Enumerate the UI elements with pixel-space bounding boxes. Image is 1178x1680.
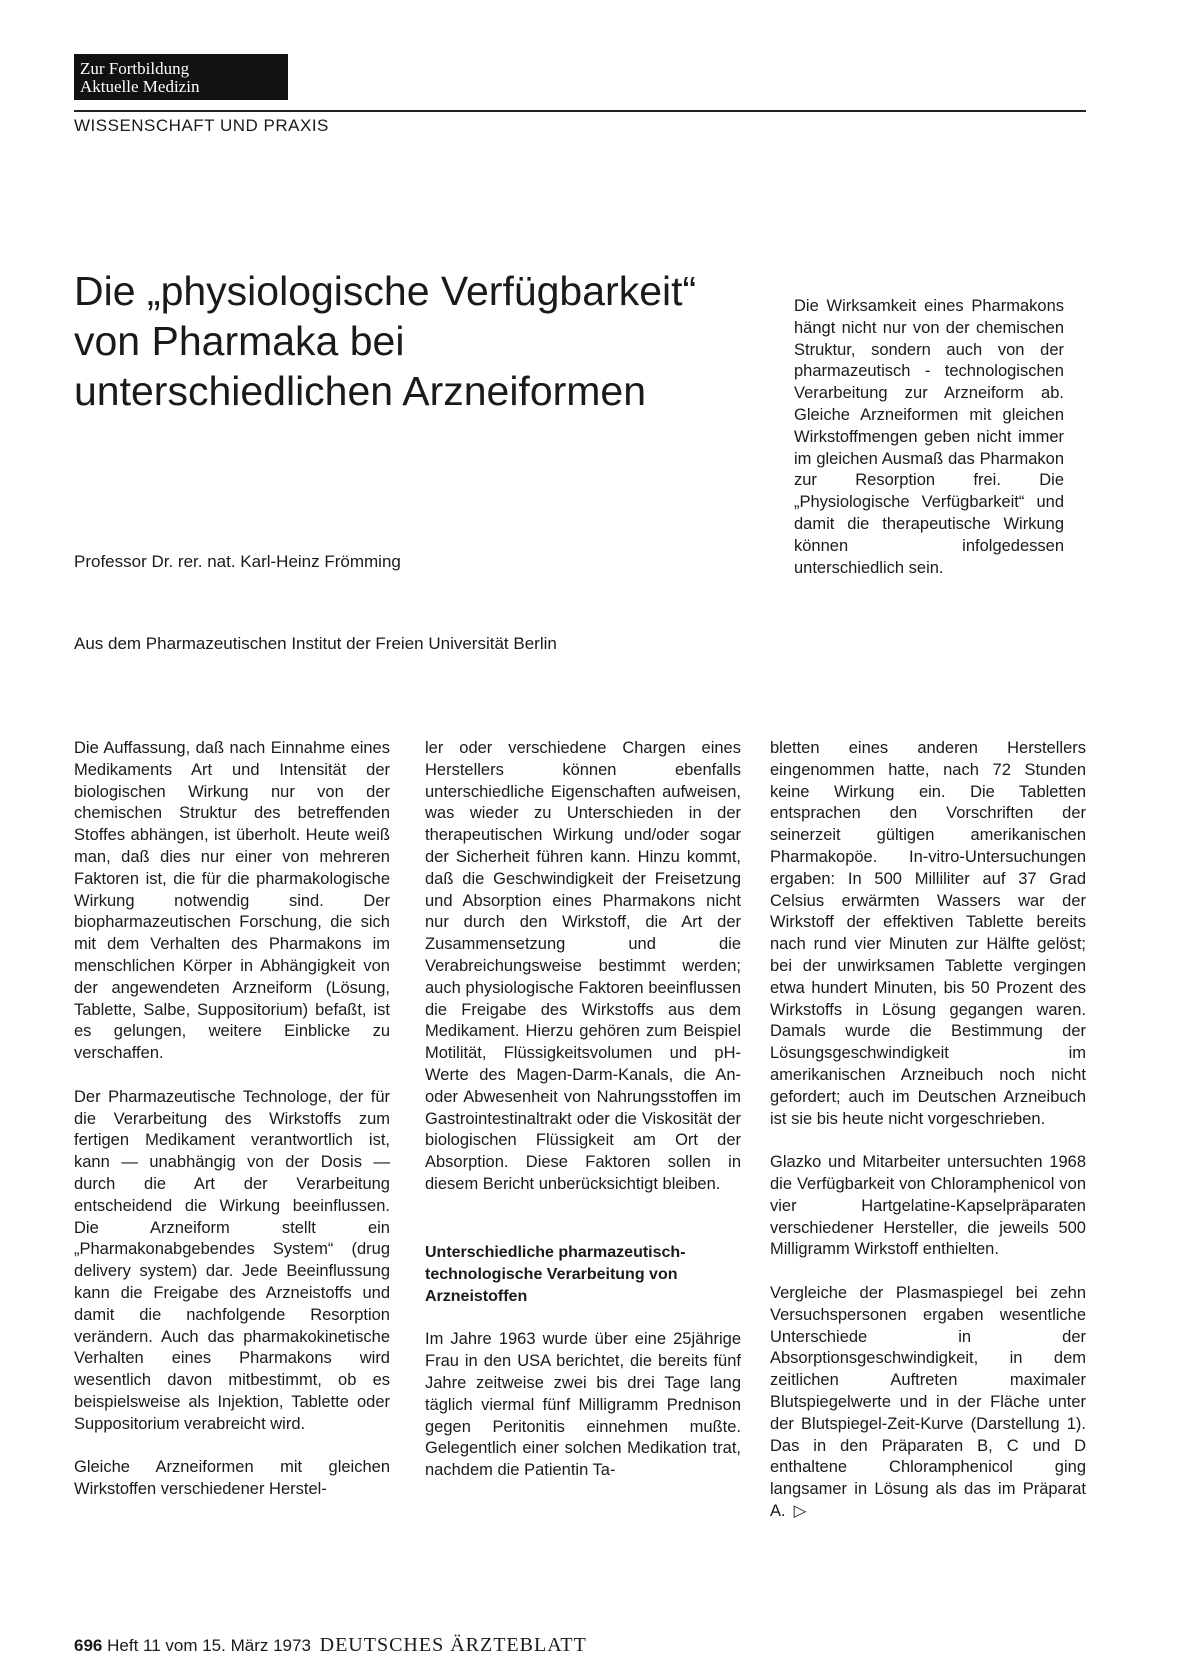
rubric-line-1: Zur Fortbildung bbox=[80, 59, 190, 78]
rubric-box bbox=[74, 54, 288, 100]
article-title: Die „physiologische Verfügbarkeit“ von Pharmaka bei unterschiedlichen Arzneiformen bbox=[74, 268, 697, 414]
issue-info: Heft 11 vom 15. März 1973 bbox=[107, 1636, 311, 1655]
page-number: 696 bbox=[74, 1636, 103, 1655]
rubric-line-2: Aktuelle Medizin bbox=[80, 77, 200, 96]
column-1 bbox=[74, 738, 390, 1501]
abstract: Die Wirksamkeit eines Pharmakons hängt nicht nur von der chemischen Struktur, sondern auch von der pharmazeutisch - technologischen Verarbeitung zur Arzneiform ab. Gleiche Arzneiformen mit gleichen Wirkstoffmengen geben nicht immer im gleichen Ausmaß das Pharmakon zur Resorption frei. Die „Physiologische Verfügbarkeit“ und damit die therapeutische Wirkung können infolgedessen unterschiedlich sein. bbox=[794, 297, 1064, 577]
journal-name: DEUTSCHES ÄRZTEBLATT bbox=[319, 1634, 587, 1656]
paragraph: Gleiche Arzneiformen mit gleichen Wirkstoffen verschiedener Herstel- bbox=[74, 1458, 390, 1499]
continue-arrow-icon: ▷ bbox=[793, 1501, 807, 1520]
paragraph: Die Auffassung, daß nach Einnahme eines Medikaments Art und Intensität der biologischen Wirkung nur von der chemischen Struktur des betreffenden Stoffes abhängen, ist überholt. Heute weiß man, daß dies nur einer von mehreren Faktoren ist, die für die pharmakologische Wirkung notwendig sind. Der biopharmazeutischen Forschung, die sich mit dem Verhalten des Pharmakons im menschlichen Körper in Abhängigkeit von der angewendeten Arzneiform (Lösung, Tablette, Salbe, Suppositorium) befaßt, ist es gelungen, weitere Einblicke zu verschaffen. bbox=[74, 739, 390, 1063]
paragraph: bletten eines anderen Herstellers eingenommen hatte, nach 72 Stunden keine Wirkung ein. Die Tabletten entsprachen den Vorschriften der seinerzeit gültigen amerikanischen Pharmakopöe. In-vitro-Untersuchungen ergaben: In 500 Milliliter auf 37 Grad Celsius erwärmten Wassers war der Wirkstoff der effektiven Tablette bereits nach rund vier Minuten zur Hälfte gelöst; bei der unwirksamen Tablette vergingen etwa hundert Minuten, bis 50 Prozent des Wirkstoffs in Lösung gegangen waren. Damals wurde die Bestimmung der Lösungsgeschwindigkeit im amerikanischen Arzneibuch noch nicht gefordert; auch im Deutschen Arzneibuch ist sie bis heute nicht vorgeschrieben. bbox=[770, 739, 1086, 1128]
section-label: WISSENSCHAFT UND PRAXIS bbox=[74, 116, 329, 135]
paragraph: Der Pharmazeutische Technologe, der für die Verarbeitung des Wirkstoffs zum fertigen Medikament verantwortlich ist, kann — unabhängig von der Dosis — durch die Art der Verarbeitung entscheidend die Wirkung beeinflussen. Die Arzneiform stellt ein „Pharmakonabgebendes System“ (drug delivery system) dar. Jede Beeinflussung kann die Freigabe des Arzneistoffs und damit die nachfolgende Resorption verändern. Auch das pharmakokinetische Verhalten eines Pharmakons wird wesentlich davon mitbestimmt, ob es beispielsweise als Injektion, Tablette oder Suppositorium verabreicht wird. bbox=[74, 1087, 390, 1433]
paragraph-text: Vergleiche der Plasmaspiegel bei zehn Versuchspersonen ergaben wesentliche Unterschiede in der Absorptionsgeschwindigkeit, in dem zeitlichen Auftreten maximaler Blutspiegelwerte und in der Fläche unter der Blutspiegel-Zeit-Kurve (Darstellung 1). Das in den Präparaten B, C und D enthaltene Chloramphenicol ging langsamer in Lösung als das im Präparat A. bbox=[770, 1283, 1086, 1520]
column-2 bbox=[425, 738, 741, 1482]
header-rule bbox=[74, 110, 1086, 112]
paragraph: Im Jahre 1963 wurde über eine 25jährige Frau in den USA berichtet, die bereits fünf Jahre zeitweise zwei bis drei Tage lang täglich viermal fünf Milligramm Prednison gegen Peritonitis einnehmen mußte. Gelegentlich einer solchen Medikation trat, nachdem die Patientin Ta- bbox=[425, 1330, 741, 1480]
paragraph: ler oder verschiedene Chargen eines Herstellers können ebenfalls unterschiedliche Eigenschaften aufweisen, was wieder zu Unterschieden in der therapeutischen Wirkung und/oder sogar der Sicherheit führen kann. Hinzu kommt, daß die Geschwindigkeit der Freisetzung und Absorption eines Pharmakons nicht nur durch den Wirkstoff, die Art der Zusammensetzung und die Verabreichungsweise bestimmt werden; auch physiologische Faktoren beeinflussen die Freigabe des Wirkstoffs aus dem Medikament. Hierzu gehören zum Beispiel Motilität, Flüssigkeitsvolumen und pH-Werte des Magen-Darm-Kanals, die An- oder Abwesenheit von Nahrungsstoffen im Gastrointestinaltrakt oder die Viskosität der biologischen Flüssigkeit am Ort der Absorption. Diese Faktoren sollen in diesem Bericht unberücksichtigt bleiben. bbox=[425, 739, 741, 1193]
affiliation: Aus dem Pharmazeutischen Institut der Freien Universität Berlin bbox=[74, 634, 557, 653]
page-footer bbox=[74, 1634, 587, 1657]
paragraph bbox=[770, 1283, 1086, 1523]
column-3 bbox=[770, 738, 1086, 1523]
paragraph: Glazko und Mitarbeiter untersuchten 1968 die Verfügbarkeit von Chloramphenicol von vier Hartgelatine-Kapselpräparaten verschiedener Hersteller, die jeweils 500 Milligramm Wirkstoff enthielten. bbox=[770, 1153, 1086, 1259]
section-heading: Unterschiedliche pharmazeutisch-technologische Verarbeitung von Arzneistoffen bbox=[425, 1243, 686, 1305]
author: Professor Dr. rer. nat. Karl-Heinz Frömming bbox=[74, 552, 401, 571]
